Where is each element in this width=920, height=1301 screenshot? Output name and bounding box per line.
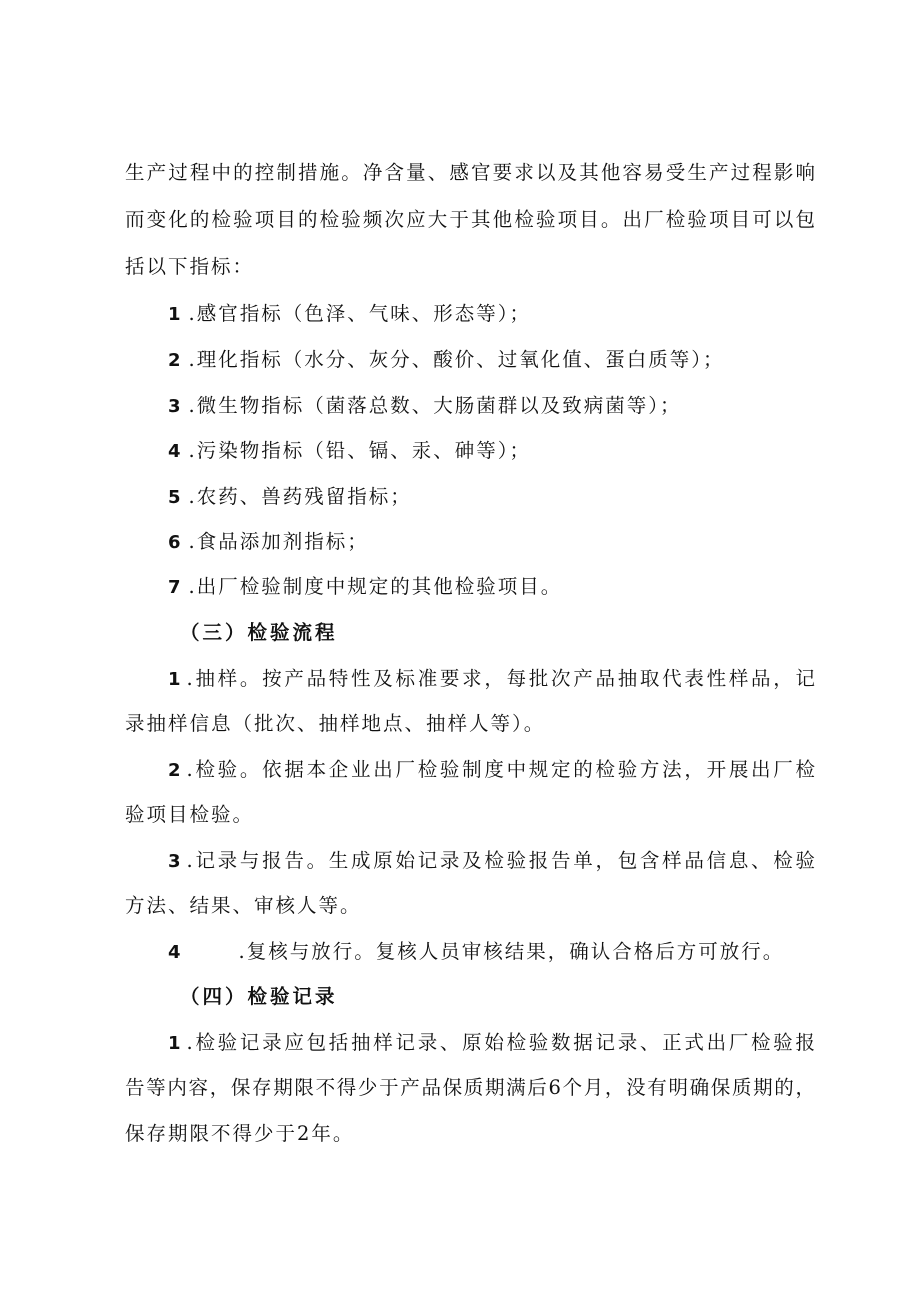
record-item-line-3: 保存期限不得少于2年。 (125, 1122, 355, 1145)
list-item-text: .微生物指标（菌落总数、大肠菌群以及致病菌等）； (188, 394, 682, 417)
list-item (168, 574, 815, 601)
list-item-text: .污染物指标（铅、镉、汞、砷等）； (188, 439, 531, 462)
list-item-number: 3 (168, 396, 183, 417)
step-2-line-1 (168, 757, 815, 784)
intro-line-3: 括以下指标： (125, 255, 255, 278)
step-number: 2 (168, 760, 181, 781)
record-item-line-1 (168, 1030, 815, 1057)
list-item-number: 6 (168, 532, 183, 553)
step-text: .复核与放行。复核人员审核结果，确认合格后方可放行。 (238, 940, 785, 963)
step-1-line-1 (168, 666, 815, 693)
record-item-line-2: 告等内容，保存期限不得少于产品保质期满后6个月，没有明确保质期的， (125, 1076, 815, 1099)
step-3-line-1 (168, 848, 815, 875)
list-item (168, 301, 815, 328)
list-item-text: .理化指标（水分、灰分、酸价、过氧化值、蛋白质等）； (188, 348, 725, 371)
step-text: .抽样。按产品特性及标准要求，每批次产品抽取代表性样品，记 (186, 667, 815, 690)
list-item-number: 2 (168, 350, 183, 371)
step-text: .检验。依据本企业出厂检验制度中规定的检验方法，开展出厂检 (186, 758, 815, 781)
step-1-line-2: 录抽样信息（批次、抽样地点、抽样人等）。 (125, 712, 546, 735)
list-item (168, 393, 815, 420)
list-item-text: .农药、兽药残留指标； (188, 485, 412, 508)
record-item-number: 1 (168, 1033, 181, 1054)
step-text: .记录与报告。生成原始记录及检验报告单，包含样品信息、检验 (186, 849, 815, 872)
list-item-text: .出厂检验制度中规定的其他检验项目。 (188, 575, 563, 598)
step-3-line-2: 方法、结果、审核人等。 (125, 894, 362, 917)
step-number: 1 (168, 669, 181, 690)
intro-line-2: 而变化的检验项目的检验频次应大于其他检验项目。出厂检验项目可以包 (125, 208, 815, 231)
step-number: 4 (168, 942, 183, 963)
list-item (168, 347, 815, 374)
step-4-line-1 (168, 939, 815, 966)
intro-line-1: 生产过程中的控制措施。净含量、感官要求以及其他容易受生产过程影响 (125, 161, 815, 184)
list-item (168, 438, 815, 465)
step-2-line-2: 验项目检验。 (125, 803, 255, 826)
list-item-number: 7 (168, 577, 183, 598)
list-item-number: 4 (168, 441, 183, 462)
list-item-number: 5 (168, 487, 183, 508)
section-heading-4: （四）检验记录 (180, 985, 338, 1008)
section-heading-3: （三）检验流程 (180, 621, 338, 644)
record-item-text: .检验记录应包括抽样记录、原始检验数据记录、正式出厂检验报 (186, 1031, 815, 1054)
list-item-number: 1 (168, 304, 183, 325)
list-item (168, 529, 815, 556)
list-item (168, 484, 815, 511)
list-item-text: .食品添加剂指标； (188, 530, 369, 553)
step-number: 3 (168, 851, 181, 872)
list-item-text: .感官指标（色泽、气味、形态等）； (188, 302, 531, 325)
